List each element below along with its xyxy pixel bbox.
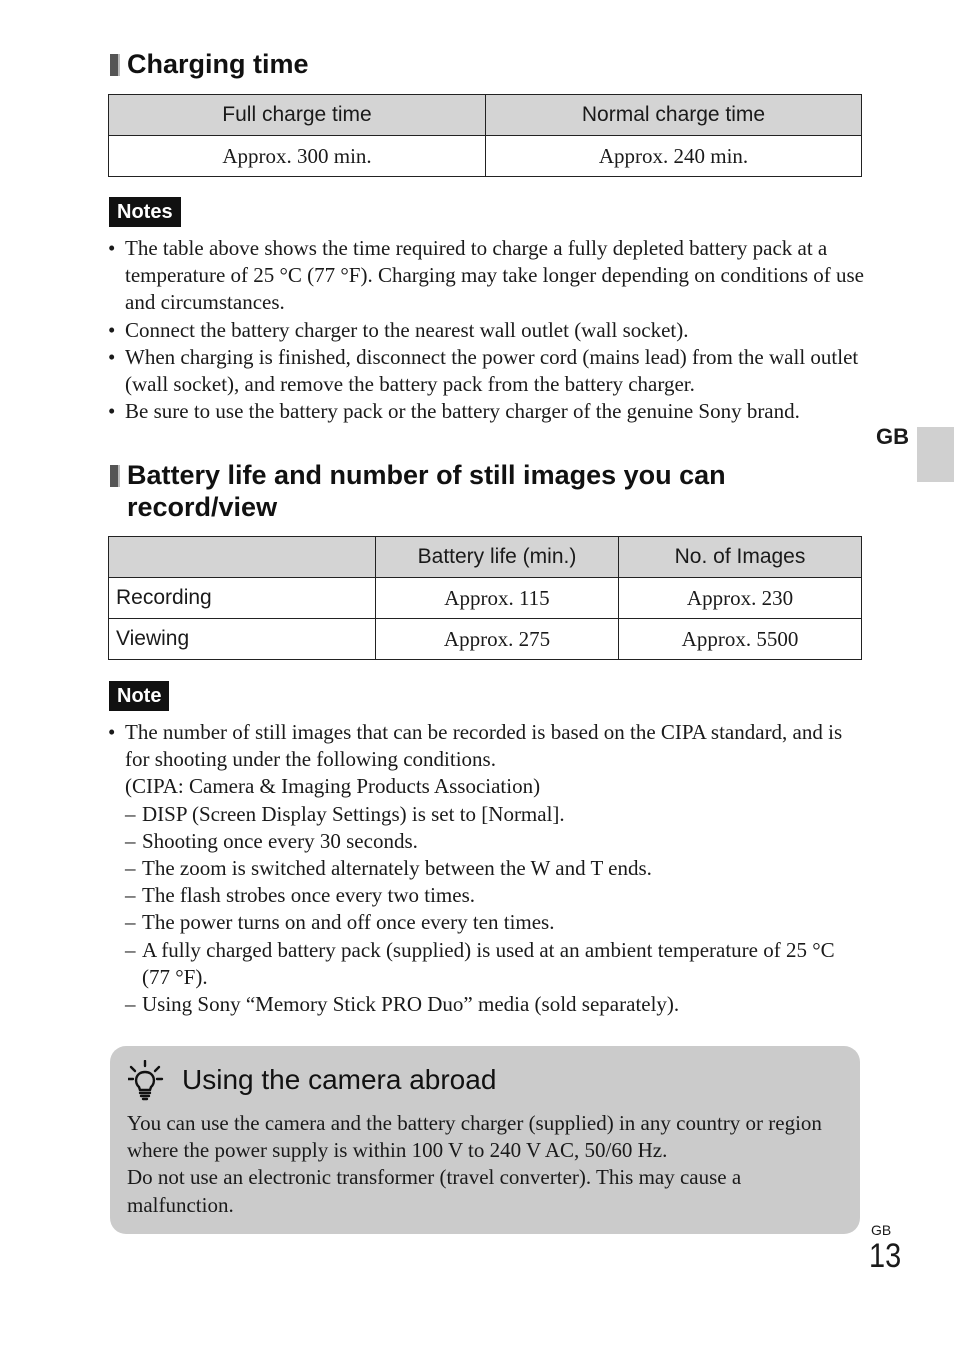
- row-label: Recording: [109, 578, 376, 619]
- condition-item: – A fully charged battery pack (supplied) is used at an ambient temperature of 25 °C (77 °F).: [125, 937, 835, 989]
- lightbulb-icon: [128, 1060, 168, 1107]
- tip-paragraph: You can use the camera and the battery charger (supplied) in any country or region where the power supply is within 100 V to 240 V AC, 50/60 Hz.: [127, 1111, 822, 1163]
- header-battery-life: Battery life (min.): [376, 537, 619, 578]
- full-charge-value: Approx. 300 min.: [109, 136, 486, 177]
- list-item: • Connect the battery charger to the nearest wall outlet (wall socket).: [108, 317, 689, 342]
- tip-box: [110, 1046, 860, 1234]
- condition-item: – Shooting once every 30 seconds.: [125, 828, 418, 853]
- condition-item: – DISP (Screen Display Settings) is set to [Normal].: [125, 801, 565, 826]
- table-row: [109, 578, 862, 619]
- normal-charge-value: Approx. 240 min.: [486, 136, 862, 177]
- battery-life-table: [108, 536, 862, 660]
- header-empty: [109, 537, 376, 578]
- header-full-charge: Full charge time: [109, 95, 486, 136]
- note-list: [108, 719, 848, 1018]
- tip-paragraph: Do not use an electronic transformer (travel converter). This may cause a malfunction.: [127, 1165, 742, 1217]
- table-header-row: [109, 95, 862, 136]
- note-badge: Note: [109, 681, 169, 711]
- condition-item: – The power turns on and off once every ten times.: [125, 910, 555, 935]
- header-no-of-images: No. of Images: [619, 537, 862, 578]
- page-language-label: GB: [871, 1222, 892, 1238]
- header-normal-charge: Normal charge time: [486, 95, 862, 136]
- list-item: • The number of still images that can be recorded is based on the CIPA standard, and is for shooting under the following conditions. (CIPA: Camera & Imaging Products Association) – DISP (Screen Display Settings) is set to [Normal]. – Shooting once every 30 seconds. – The zoom is switched alternately between the W and T ends. – The flash strobes once every two times. – The power turns on and off once every ten times. – A fully charged battery pack (supplied) is used at an ambient temperature of 25 °C (77 °F). – Using Sony “Memory Stick PRO Duo” media (sold separately).: [108, 719, 848, 1018]
- charging-time-heading: [110, 48, 309, 80]
- images-value: Approx. 5500: [619, 619, 862, 660]
- tip-title: Using the camera abroad: [182, 1064, 497, 1095]
- table-header-row: [109, 537, 862, 578]
- tip-body: [127, 1110, 837, 1219]
- heading-marker: [110, 465, 120, 487]
- table-row: [109, 619, 862, 660]
- list-item: • Be sure to use the battery pack or the battery charger of the genuine Sony brand.: [108, 399, 800, 424]
- list-item: • When charging is finished, disconnect the power cord (mains lead) from the wall outlet (wall socket), and remove the battery pack from the battery charger.: [108, 344, 859, 397]
- note-intro: The number of still images that can be recorded is based on the CIPA standard, and is for shooting under the following conditions.: [125, 720, 843, 772]
- images-value: Approx. 230: [619, 578, 862, 619]
- heading-marker: [110, 54, 120, 76]
- row-label: Viewing: [109, 619, 376, 660]
- notes-list: [108, 235, 868, 425]
- note-cipa: (CIPA: Camera & Imaging Products Association): [125, 774, 541, 799]
- list-item: • The table above shows the time required to charge a fully depleted battery pack at a temperature of 25 °C (77 °F). Charging may take longer depending on conditions of use and circumstances.: [108, 236, 864, 315]
- battery-life-title-line2: record/view: [127, 492, 278, 522]
- condition-item: – Using Sony “Memory Stick PRO Duo” media (sold separately).: [125, 992, 680, 1017]
- battery-life-heading: [110, 459, 726, 523]
- notes-badge: Notes: [109, 197, 181, 227]
- side-tab-label: GB: [876, 424, 909, 449]
- charging-time-table: [108, 94, 862, 177]
- table-row: [109, 136, 862, 177]
- condition-item: – The flash strobes once every two times.: [125, 883, 475, 908]
- battery-life-value: Approx. 275: [376, 619, 619, 660]
- page-number: 13: [869, 1237, 902, 1275]
- charging-time-title: Charging time: [127, 49, 309, 79]
- side-tab: [917, 427, 954, 482]
- battery-life-value: Approx. 115: [376, 578, 619, 619]
- battery-life-title-line1: Battery life and number of still images you can: [127, 460, 726, 490]
- condition-item: – The zoom is switched alternately between the W and T ends.: [125, 856, 652, 881]
